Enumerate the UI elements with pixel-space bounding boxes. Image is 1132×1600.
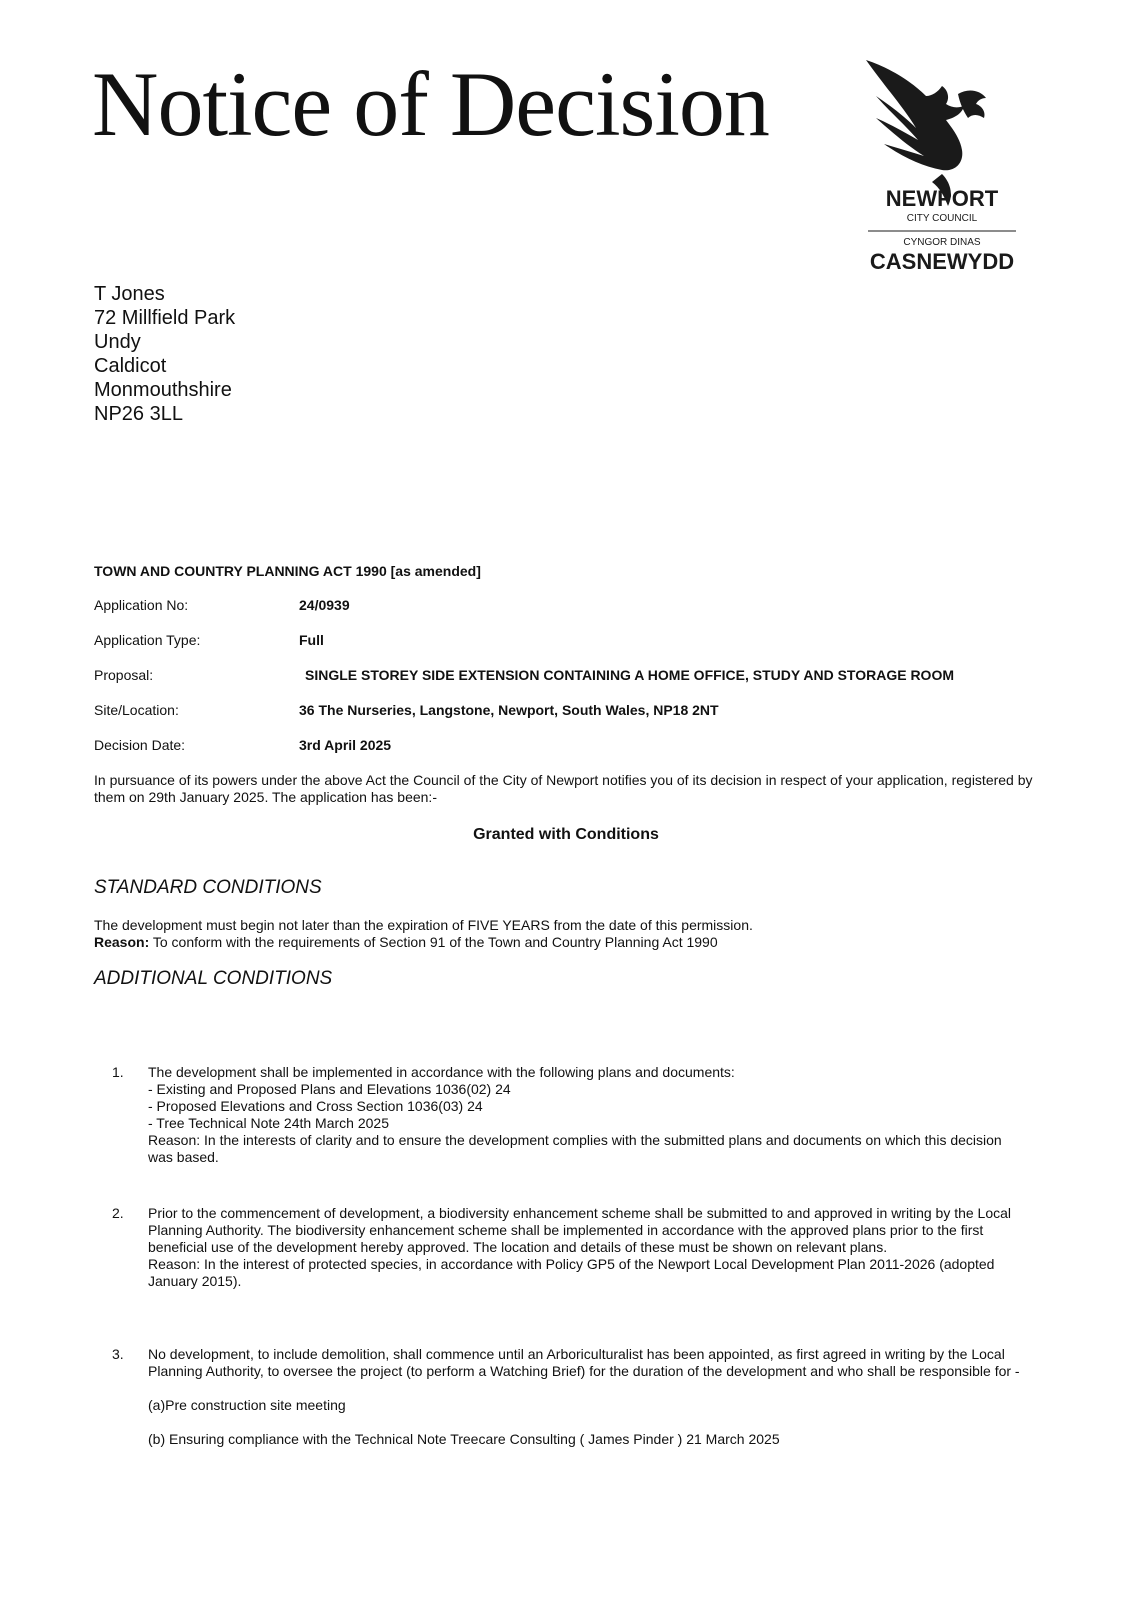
address-line: NP26 3LL: [94, 403, 183, 425]
condition-number: 1.: [112, 1064, 124, 1080]
standard-condition: The development must begin not later than the expiration of FIVE YEARS from the date of this permission.: [94, 917, 753, 933]
logo-text-city-council: CITY COUNCIL: [906, 213, 978, 224]
act-heading: TOWN AND COUNTRY PLANNING ACT 1990 [as amended]: [94, 563, 481, 579]
detail-value: 3rd April 2025: [299, 737, 392, 753]
address-line: Monmouthshire: [94, 379, 232, 401]
plan-item: - Proposed Elevations and Cross Section 1036(03) 24: [148, 1098, 483, 1114]
detail-value: 24/0939: [299, 597, 350, 613]
condition-number: 2.: [112, 1205, 124, 1221]
reason-label: Reason:: [94, 934, 150, 950]
dragon-emblem-icon: [866, 60, 986, 206]
recipient-address: [94, 282, 235, 426]
plan-item: - Existing and Proposed Plans and Elevations 1036(02) 24: [148, 1081, 511, 1097]
condition-reason: Reason: In the interests of clarity and to ensure the development complies with the submitted plans and documents on which this decision was based.: [148, 1132, 1002, 1165]
detail-value: 36 The Nurseries, Langstone, Newport, South Wales, NP18 2NT: [299, 702, 719, 718]
condition-number: 3.: [112, 1346, 124, 1362]
page-title: Notice of Decision: [92, 53, 769, 155]
condition-text: Prior to the commencement of development, a biodiversity enhancement scheme shall be submitted to and approved in writing by the Local Planning Authority. The biodiversity enhancement scheme shall be implemented in accordance with the approved plans prior to the first beneficial use of the development hereby approved. The location and details of these must be shown on relevant plans.: [148, 1205, 1012, 1255]
condition-text: The development shall be implemented in accordance with the following plans and documents:: [148, 1064, 735, 1080]
condition-body: [148, 1205, 1028, 1290]
plan-item: - Tree Technical Note 24th March 2025: [148, 1115, 389, 1131]
condition-text: No development, to include demolition, shall commence until an Arboriculturalist has been appointed, as first agreed in writing by the Local Planning Authority, to oversee the project (to perform a Watching Brief) for the duration of the development and who shall be responsible for -: [148, 1346, 1020, 1379]
detail-label: Site/Location:: [94, 702, 179, 718]
detail-label: Application Type:: [94, 632, 201, 648]
condition-item: (b) Ensuring compliance with the Technical Note Treecare Consulting ( James Pinder ) 21 March 2025: [148, 1431, 780, 1447]
address-line: T Jones: [94, 283, 165, 305]
address-line: Caldicot: [94, 355, 167, 377]
reason-text: To conform with the requirements of Section 91 of the Town and Country Planning Act 1990: [149, 934, 718, 950]
logo-text-cyngor-dinas: CYNGOR DINAS: [903, 237, 981, 248]
condition-body: [148, 1346, 1028, 1448]
detail-row-proposal: [94, 667, 954, 683]
detail-row-application-type: [94, 632, 324, 648]
address-line: Undy: [94, 331, 141, 353]
detail-row-site-location: [94, 702, 719, 718]
detail-label: Application No:: [94, 597, 189, 613]
condition-item: (a)Pre construction site meeting: [148, 1397, 346, 1413]
decision-result: Granted with Conditions: [473, 826, 659, 843]
standard-conditions-text: [94, 917, 1044, 951]
detail-label: Decision Date:: [94, 737, 186, 753]
detail-value: SINGLE STOREY SIDE EXTENSION CONTAINING A HOME OFFICE, STUDY AND STORAGE ROOM: [305, 667, 954, 683]
detail-row-decision-date: [94, 737, 391, 753]
standard-conditions-heading: STANDARD CONDITIONS: [94, 877, 322, 898]
standard-reason: [94, 934, 1044, 951]
detail-row-application-no: [94, 597, 350, 613]
newport-council-logo: [846, 58, 1028, 280]
address-line: 72 Millfield Park: [94, 307, 236, 329]
detail-label: Proposal:: [94, 667, 154, 683]
intro-paragraph: In pursuance of its powers under the above Act the Council of the City of Newport notifies you of its decision in respect of your application, registered by them on 29th January 2025. The application has been:-: [94, 772, 1033, 805]
additional-conditions-heading: ADDITIONAL CONDITIONS: [94, 968, 333, 989]
logo-text-newport: NEWPORT: [885, 186, 999, 211]
logo-text-casnewydd: CASNEWYDD: [869, 249, 1015, 274]
condition-body: [148, 1064, 1028, 1166]
condition-reason: Reason: In the interest of protected species, in accordance with Policy GP5 of the Newport Local Development Plan 2011-2026 (adopted January 2015).: [148, 1256, 995, 1289]
detail-value: Full: [299, 632, 324, 648]
